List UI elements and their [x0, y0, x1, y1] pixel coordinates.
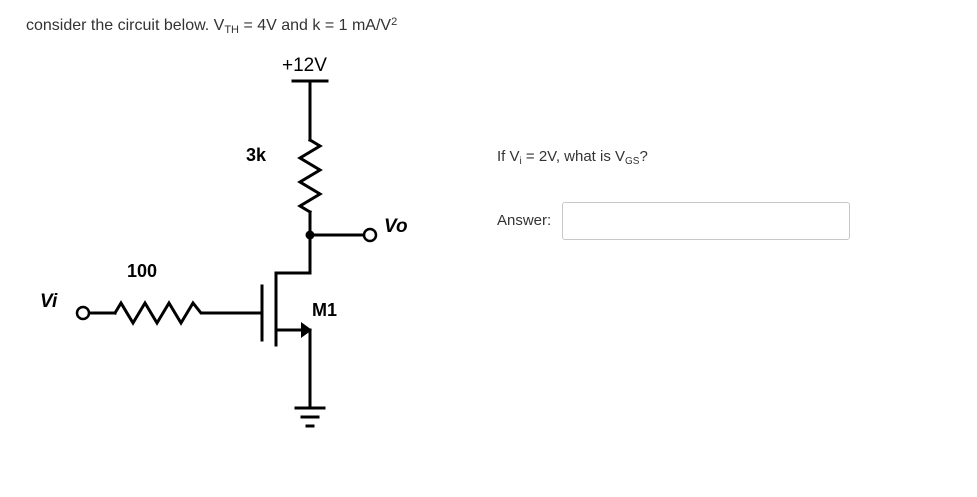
answer-label: Answer: [497, 212, 552, 229]
sub-question [497, 148, 648, 167]
circuit-diagram [0, 40, 480, 440]
output-node [306, 231, 315, 240]
vth-subscript: TH [224, 24, 239, 36]
sub-question-suffix: ? [639, 148, 648, 165]
answer-input[interactable] [562, 202, 850, 240]
vgs-subscript: GS [625, 156, 640, 167]
gate-resistor-label: 100 [127, 261, 158, 281]
sub-question-prefix: If V [497, 148, 520, 165]
transistor-label: M1 [312, 300, 338, 320]
output-terminal [364, 229, 376, 241]
drain-resistor-label: 3k [246, 145, 267, 165]
supply-label: +12V [282, 55, 327, 76]
vi-subscript: i [519, 156, 522, 167]
k-superscript: 2 [391, 16, 398, 28]
question-vth-value: = 4V and k = 1 mA/V [239, 17, 392, 34]
question-intro: consider the circuit below. V [26, 17, 225, 34]
sub-question-middle: = 2V, what is V [521, 148, 626, 165]
output-label: Vo [384, 216, 408, 237]
input-label: Vi [40, 291, 58, 312]
gate-resistor [115, 303, 212, 323]
drain-resistor [300, 140, 320, 212]
question-text [26, 16, 397, 36]
input-terminal [77, 307, 89, 319]
